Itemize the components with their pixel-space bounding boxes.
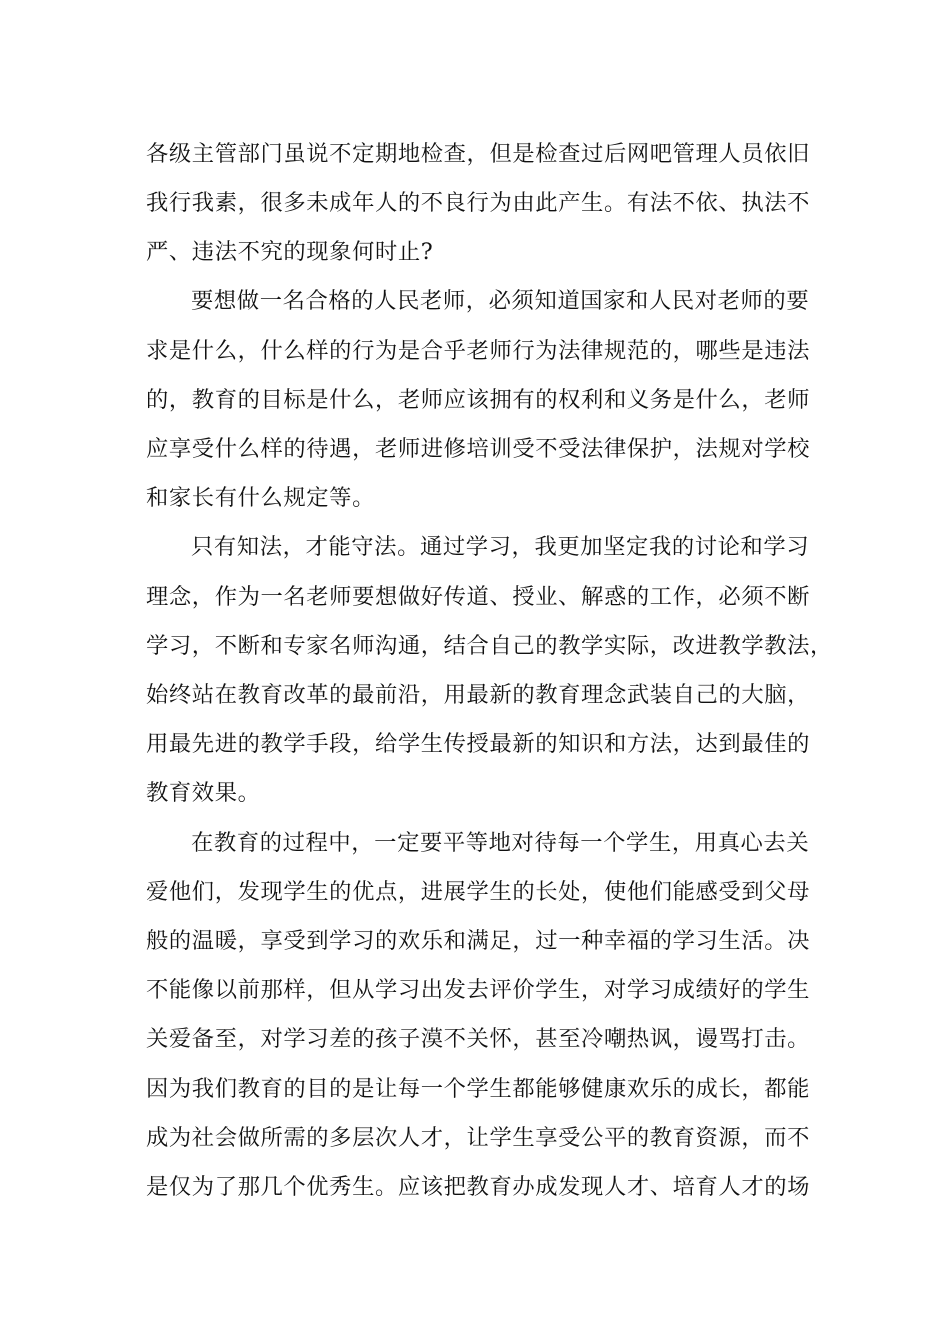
text-line-22: 是仅为了那几个优秀生。应该把教育办成发现人才、培育人才的场 [146, 1174, 811, 1200]
text-line-19: 关爱备至，对学习差的孩子漠不关怀，甚至冷嘲热讽，谩骂打击。 [146, 1026, 811, 1052]
text-line-10: 理念，作为一名老师要想做好传道、授业、解惑的工作，必须不断 [146, 584, 811, 610]
text-line-11: 学习，不断和专家名师沟通，结合自己的教学实际，改进教学教法， [146, 633, 833, 659]
text-line-17: 般的温暖，享受到学习的欢乐和满足，过一种幸福的学习生活。决 [146, 928, 811, 954]
text-line-13: 用最先进的教学手段，给学生传授最新的知识和方法，达到最佳的 [146, 731, 811, 757]
text-line-7: 应享受什么样的待遇，老师进修培训受不受法律保护，法规对学校 [146, 436, 811, 462]
text-line-5: 求是什么，什么样的行为是合乎老师行为法律规范的，哪些是违法 [146, 338, 811, 364]
text-line-2: 我行我素，很多未成年人的不良行为由此产生。有法不依、执法不 [146, 190, 811, 216]
text-line-21: 成为社会做所需的多层次人才，让学生享受公平的教育资源，而不 [146, 1125, 811, 1151]
text-line-18: 不能像以前那样，但从学习出发去评价学生，对学习成绩好的学生 [146, 977, 811, 1003]
paragraph-first-line: 在教育的过程中，一定要平等地对待每一个学生，用真心去关 [191, 830, 810, 856]
text-line-12: 始终站在教育改革的最前沿，用最新的教育理念武装自己的大脑， [146, 682, 811, 708]
text-line-6: 的，教育的目标是什么，老师应该拥有的权利和义务是什么，老师 [146, 387, 811, 413]
text-line-3: 严、违法不究的现象何时止? [146, 239, 434, 265]
text-line-1: 各级主管部门虽说不定期地检查，但是检查过后网吧管理人员依旧 [146, 141, 811, 167]
paragraph-first-line: 只有知法，才能守法。通过学习，我更加坚定我的讨论和学习 [191, 534, 810, 560]
paragraph-first-line: 要想做一名合格的人民老师，必须知道国家和人民对老师的要 [191, 288, 810, 314]
text-line-14: 教育效果。 [146, 780, 261, 806]
text-line-20: 因为我们教育的目的是让每一个学生都能够健康欢乐的成长，都能 [146, 1076, 811, 1102]
text-line-8: 和家长有什么规定等。 [146, 485, 375, 511]
text-line-16: 爱他们，发现学生的优点，进展学生的长处，使他们能感受到父母 [146, 879, 811, 905]
